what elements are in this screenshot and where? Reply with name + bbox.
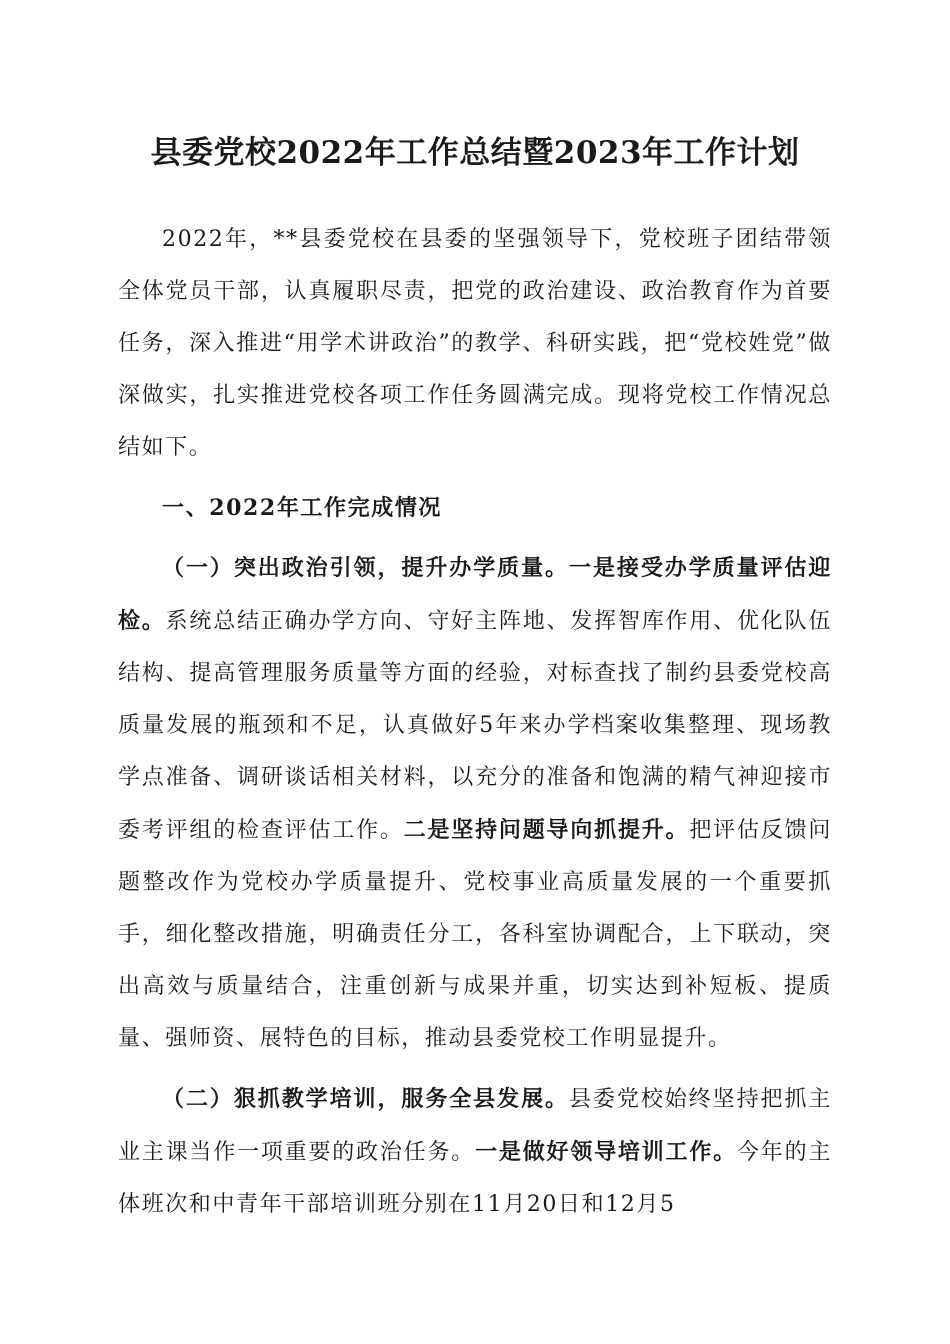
point-1-text: 系统总结正确办学方向、守好主阵地、发挥智库作用、优化队伍结构、提高管理服务质量等方面的经验，对标查找了制约县委党校高质量发展的瓶颈和不足，认真做好5年来办学档案收集整理、现场教学点准备、调研谈话相关材料，以充分的准备和饱满的精气神迎接市委考评组的检查评估工作。 (118, 609, 832, 843)
sub2-point-1-lead: 一是做好领导培训工作。 (475, 1139, 737, 1165)
subsection-1-heading: （一）突出政治引领，提升办学质量。 (162, 555, 569, 581)
subsection-2-heading: （二）狠抓教学培训，服务全县发展。 (162, 1086, 569, 1112)
subsection-2-text: 县委党校始终坚持把抓主业主课当作一项重要的政治任务。 (118, 1087, 833, 1165)
document-title: 县委党校2022年工作总结暨2023年工作计划 (150, 135, 800, 171)
subsection-1-paragraph (118, 542, 832, 1065)
subsection-2-paragraph (118, 1073, 832, 1231)
point-2-lead: 二是坚持问题导向抓提升。 (403, 817, 690, 843)
intro-paragraph: 2022年，**县委党校在县委的坚强领导下，党校班子团结带领全体党员干部，认真履职尽责，把党的政治建设、政治教育作为首要任务，深入推进“用学术讲政治”的教学、科研实践，把“党校姓党”做深做实，扎实推进党校各项工作任务圆满完成。现将党校工作情况总结如下。 (118, 227, 832, 460)
sub2-point-1-text: 今年的主体班次和中青年干部培训班分别在11月20日和12月5 (118, 1140, 832, 1217)
point-2-text: 把评估反馈问题整改作为党校办学质量提升、党校事业高质量发展的一个重要抓手，细化整改措施，明确责任分工，各科室协调配合，上下联动，突出高效与质量结合，注重创新与成果并重，切实达到补短板、提质量、强师资、展特色的目标，推动县委党校工作明显提升。 (118, 818, 833, 1051)
section-heading: 一、2022年工作完成情况 (162, 495, 443, 521)
point-1-lead: 一是接受办学质量评估迎检。 (118, 555, 833, 634)
